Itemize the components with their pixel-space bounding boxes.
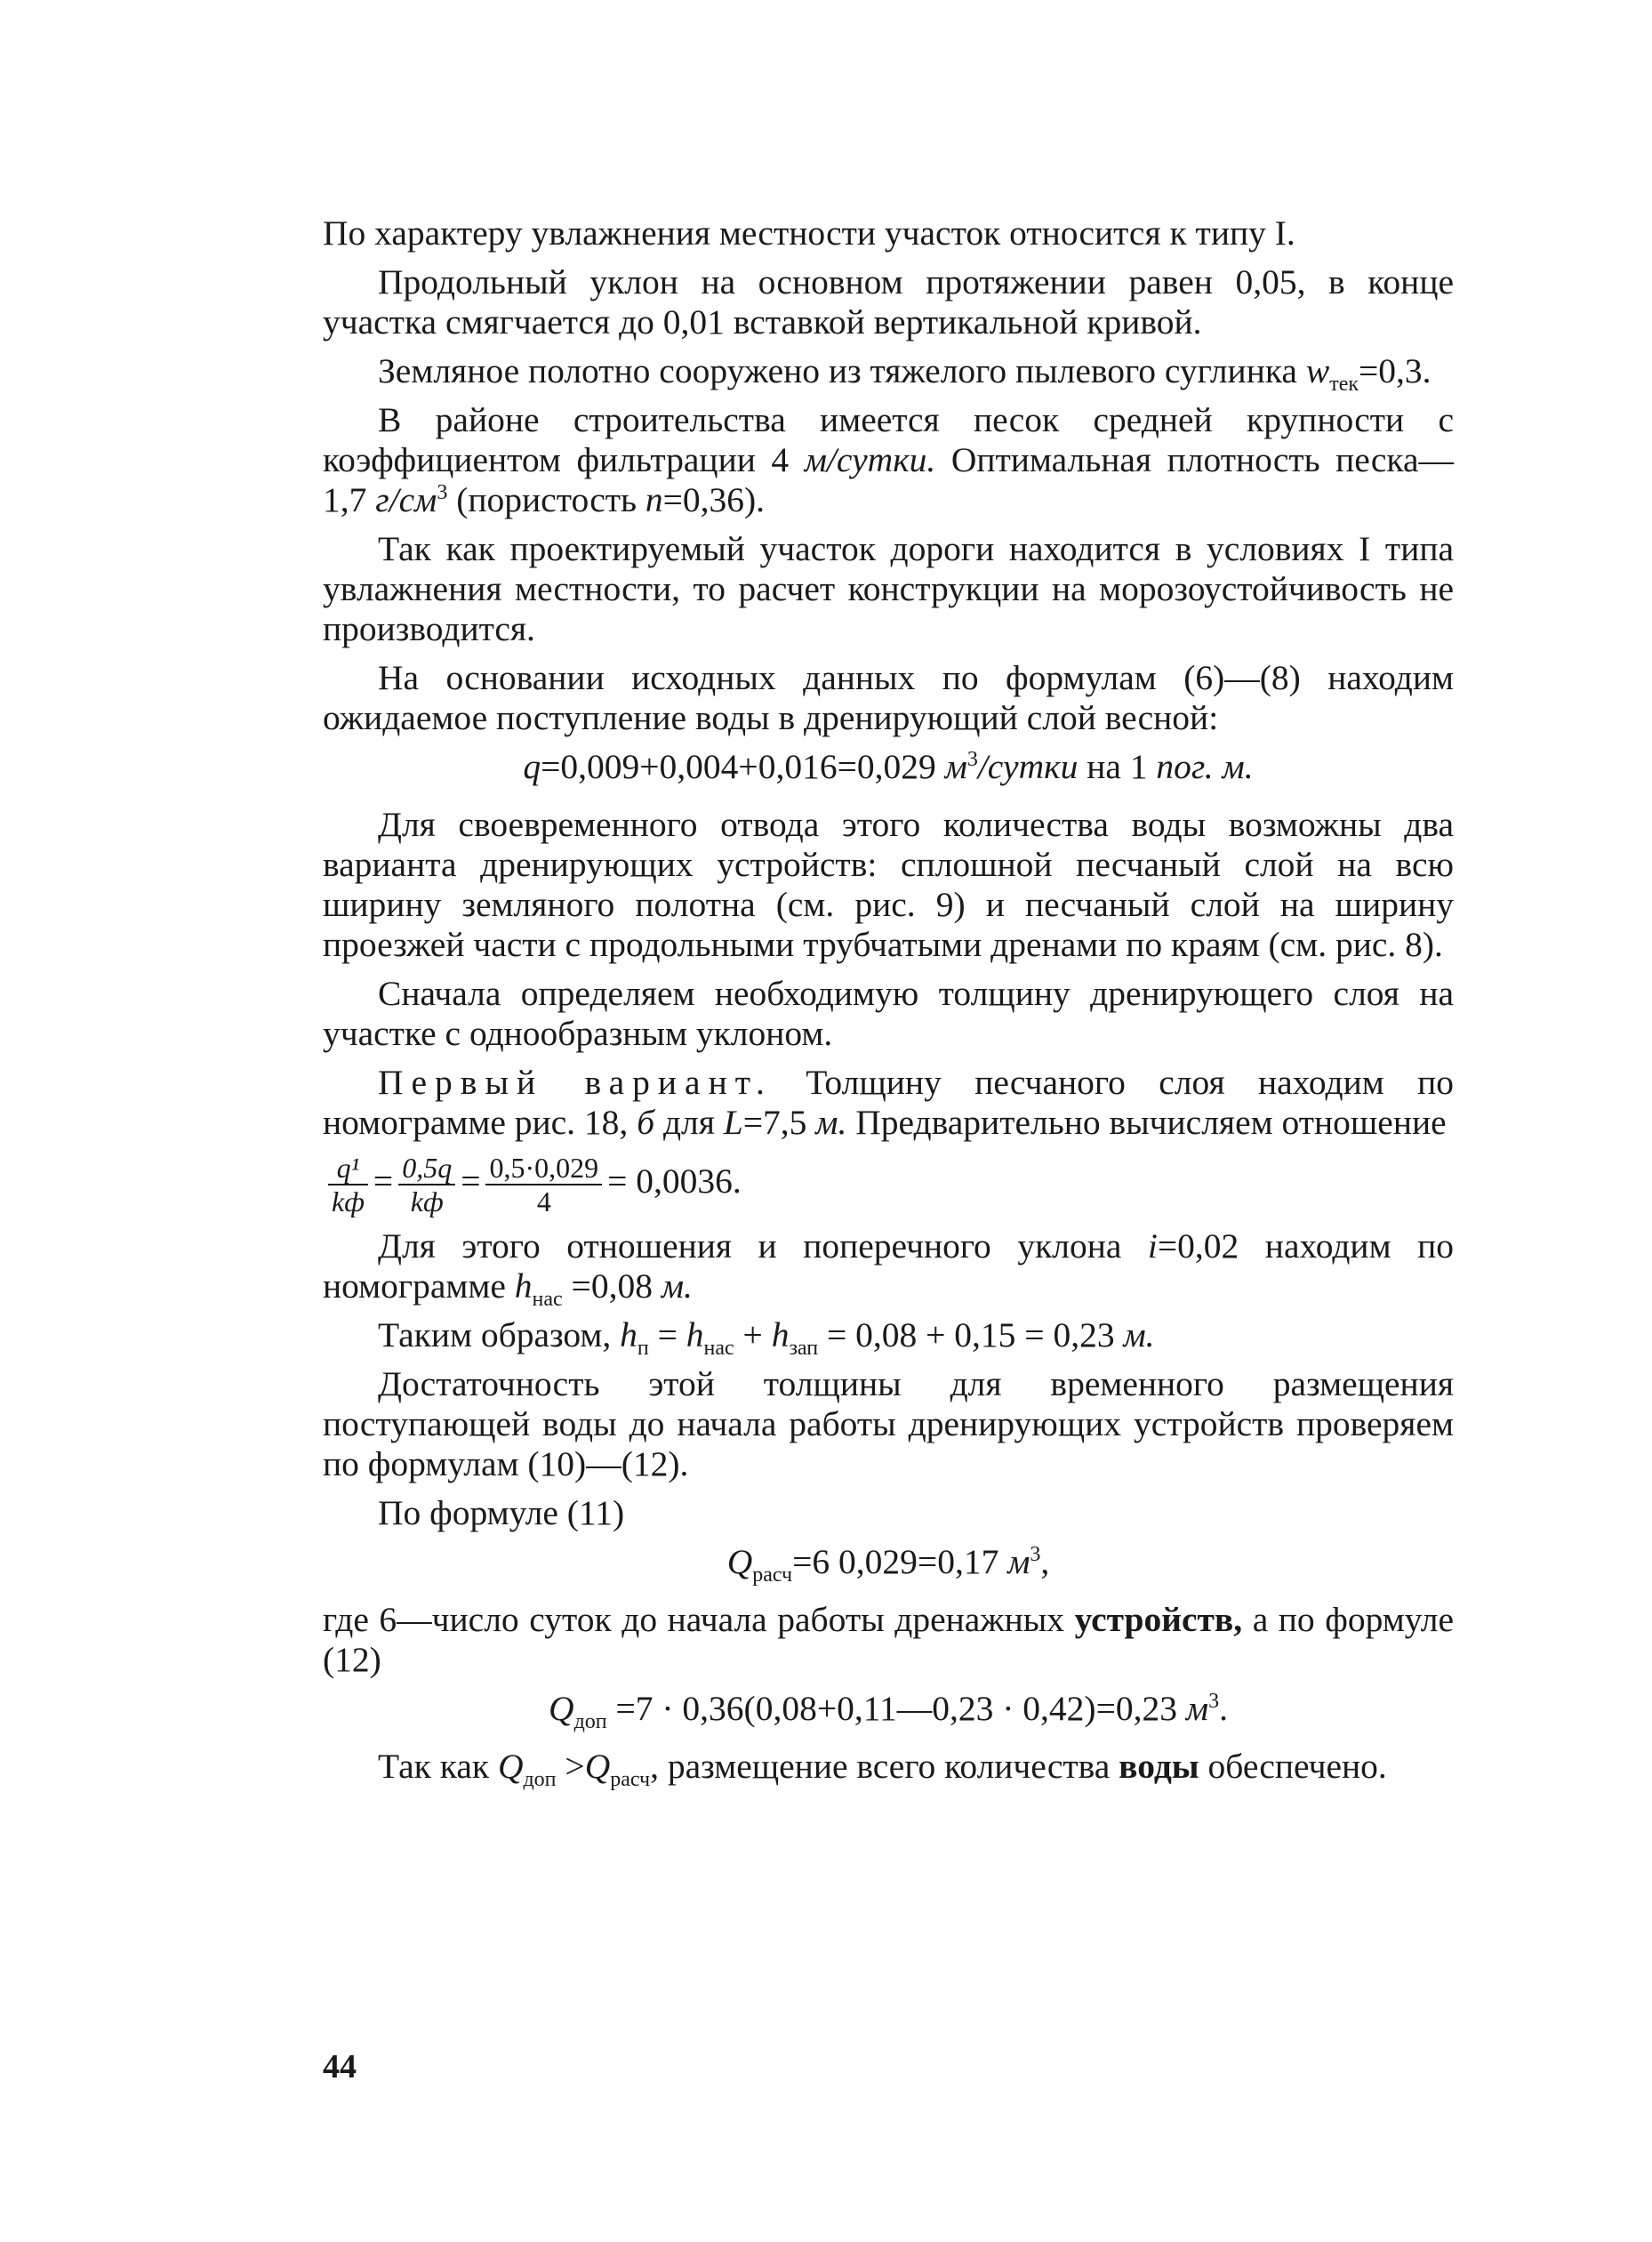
paragraph-15 [323, 1747, 1454, 1791]
text-run: на 1 [1078, 747, 1157, 786]
text-run: =7,5 [742, 1103, 816, 1142]
text-run: для [654, 1103, 724, 1142]
text-run: Оптимальная плотность песка—1,7 [323, 440, 1454, 519]
unit: г/см [375, 480, 437, 519]
punctuation: , [1040, 1542, 1050, 1581]
symbol-w: w [1305, 351, 1330, 390]
formula-expression: =0,009+0,004+0,016=0,029 [541, 747, 945, 786]
text-run: Так как [378, 1747, 498, 1786]
paragraph-3 [323, 351, 1454, 396]
symbol-h: h [620, 1315, 638, 1354]
symbol-h: h [686, 1315, 704, 1354]
subscript: доп [523, 1767, 557, 1791]
unit: м [1185, 1689, 1209, 1728]
unit: /сутки [977, 747, 1079, 786]
numerator: q¹ [328, 1152, 368, 1185]
equals-sign: = [648, 1315, 686, 1354]
text-run: а по формуле (12) [323, 1600, 1454, 1679]
subscript: нас [703, 1336, 734, 1360]
paragraph-5: Так как проектируемый участок дороги находится в условиях I типа увлажнения местности, то расчет конструкции на морозоустойчивость не производится. [323, 529, 1454, 648]
superscript: 3 [1208, 1689, 1220, 1713]
unit: м. [1123, 1315, 1155, 1354]
figure-ref: б [637, 1103, 655, 1142]
text-run: Толщину песчаного слоя находим по номограмме рис. 18, [323, 1063, 1455, 1142]
fraction-3 [485, 1152, 602, 1217]
subscript: расч [752, 1563, 793, 1587]
paragraph-10 [323, 1226, 1454, 1311]
text-run: =0,3. [1359, 351, 1431, 390]
unit: пог. м. [1156, 747, 1254, 786]
text-run: , размещение всего количества [650, 1747, 1119, 1786]
text-run: Таким образом, [378, 1315, 621, 1354]
subscript: доп [573, 1709, 607, 1733]
text-run: =0,36). [662, 480, 766, 519]
formula-q-dop [323, 1689, 1454, 1733]
formula-q [323, 747, 1454, 787]
bold-word: устройств, [1074, 1600, 1243, 1639]
bold-word: воды [1119, 1747, 1199, 1786]
paragraph-8: Сначала определяем необходимую толщину дренирующего слоя на участке с однообразным уклоном. [323, 974, 1454, 1053]
numerator: 0,5q [398, 1152, 455, 1185]
denominator: 4 [536, 1185, 551, 1217]
subscript: зап [789, 1336, 819, 1360]
paragraph-14 [323, 1600, 1454, 1680]
equals-sign: = [373, 1161, 394, 1201]
paragraph-9 [323, 1063, 1454, 1143]
unit: м/сутки. [804, 440, 936, 479]
denominator: kф [410, 1185, 444, 1217]
symbol-Q: Q [584, 1747, 611, 1786]
text-run: обеспечено. [1199, 1747, 1387, 1786]
subscript: п [637, 1336, 649, 1360]
fraction-2 [398, 1152, 455, 1217]
superscript: 3 [1030, 1542, 1041, 1566]
formula-expression: =6 0,029=0,17 [792, 1542, 1008, 1581]
symbol-Q: Q [497, 1747, 524, 1786]
unit: м. [661, 1266, 693, 1306]
text-run: =0,08 [562, 1266, 662, 1306]
paragraph-7: Для своевременного отвода этого количества воды возможны два варианта дренирующих устройств: сплошной песчаный слой на всю ширину земляного полотна (см. рис. 9) и песчаный слой на ширину проезжей части с продольными трубчатыми дренами по краям (см. рис. 8). [323, 805, 1454, 964]
paragraph-1: По характеру увлажнения местности участок относится к типу I. [323, 213, 1295, 253]
page-number: 44 [323, 2048, 357, 2085]
text-run: В районе строительства имеется песок средней крупности с коэффициентом фильтрации 4 [323, 400, 1454, 479]
paragraph-12: Достаточность этой толщины для временного размещения поступающей воды до начала работы дренирующих устройств проверяем по формулам (10)—(12). [323, 1364, 1454, 1483]
subscript: нас [532, 1287, 563, 1311]
paragraph-4 [323, 400, 1454, 520]
symbol-Q: Q [726, 1542, 753, 1581]
subscript: расч [610, 1767, 651, 1791]
text-column [323, 213, 1454, 1796]
symbol-h: h [514, 1266, 533, 1306]
symbol-L: L [723, 1103, 743, 1142]
paragraph-6: На основании исходных данных по формулам (6)—(8) находим ожидаемое поступление воды в дренирующий слой весной: [323, 658, 1454, 737]
paragraph-11 [323, 1315, 1454, 1360]
plus-sign: + [734, 1315, 772, 1354]
superscript: 3 [437, 480, 448, 504]
superscript: 3 [966, 747, 978, 771]
variant-heading: Первый вариант. [378, 1063, 773, 1102]
unit: м [944, 747, 967, 786]
ratio-formula [323, 1152, 1454, 1217]
symbol-h: h [771, 1315, 790, 1354]
text-run: =0,02 находим по номограмме [323, 1226, 1454, 1306]
symbol-Q: Q [549, 1689, 574, 1728]
symbol-q: q [523, 747, 541, 786]
fraction-1 [328, 1152, 368, 1217]
formula-expression: =7 · 0,36(0,08+0,11—0,23 · 0,42)=0,23 [606, 1689, 1186, 1728]
text-run: где 6—число суток до начала работы дренажных [323, 1600, 1075, 1639]
unit: м [1007, 1542, 1030, 1581]
paragraph-13: По формуле (11) [378, 1493, 625, 1532]
equals-sign: = [461, 1161, 481, 1201]
text-run: = 0,08 + 0,15 = 0,23 [818, 1315, 1124, 1354]
formula-q-rasch [323, 1542, 1454, 1587]
symbol-n: n [645, 480, 663, 519]
punctuation: . [1219, 1689, 1228, 1728]
subscript: тек [1329, 372, 1359, 396]
ratio-result: = 0,0036. [607, 1161, 742, 1201]
symbol-i: i [1147, 1226, 1158, 1266]
text-run: Для этого отношения и поперечного уклона [378, 1226, 1148, 1266]
text-run: (пористость [447, 480, 646, 519]
greater-than-sign: > [556, 1747, 585, 1786]
text-run: Земляное полотно сооружено из тяжелого пылевого суглинка [378, 351, 1306, 390]
numerator: 0,5·0,029 [485, 1152, 602, 1185]
denominator: kф [332, 1185, 365, 1217]
unit: м. [815, 1103, 847, 1142]
text-run: Предварительно вычисляем отношение [846, 1103, 1447, 1142]
paragraph-2: Продольный уклон на основном протяжении равен 0,05, в конце участка смягчается до 0,01 вставкой вертикальной кривой. [323, 262, 1454, 342]
